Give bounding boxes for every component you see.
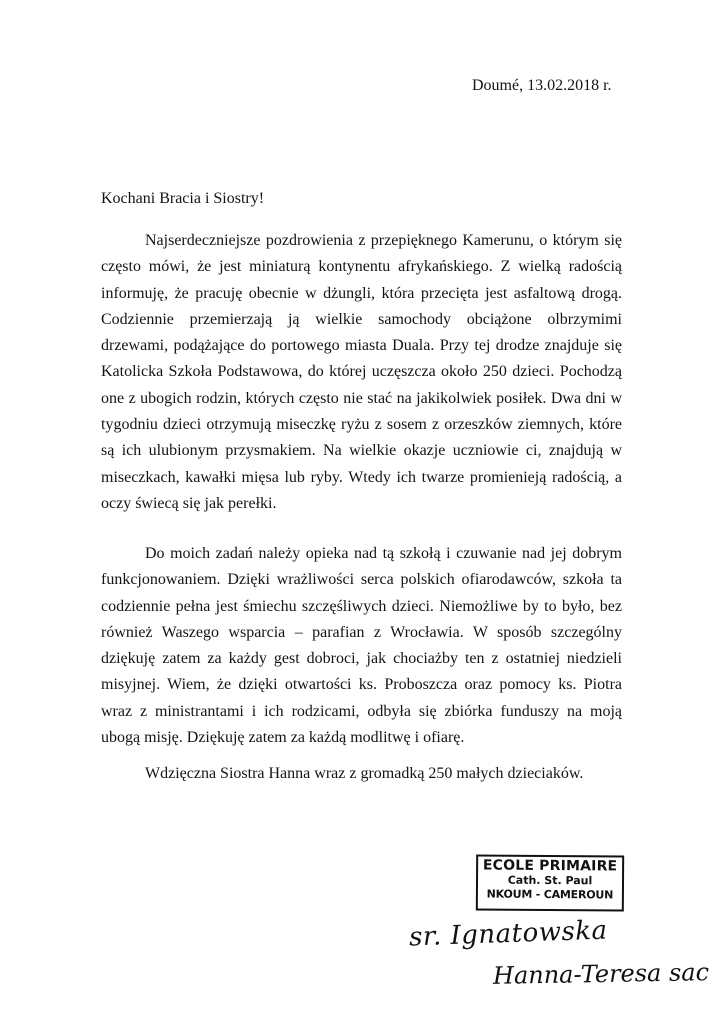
paragraph-line: ubogą misję. Dziękuję zatem za każdą modlitwę i ofiarę. bbox=[101, 729, 465, 747]
paragraph-line: są ich ulubionym przysmakiem. Na wielkie okazje uczniowie ci, znajdują w bbox=[101, 442, 622, 460]
paragraph-1 bbox=[101, 228, 622, 517]
paragraph-line: Codziennie przemierzają ją wielkie samochody obciążone olbrzymimi bbox=[101, 310, 622, 328]
paragraph-line: funkcjonowaniem. Dzięki wrażliwości serca polskich ofiarodawców, szkoła ta bbox=[101, 571, 622, 589]
paragraph-line: informuję, że pracuję obecnie w dżungli, która przecięta jest asfaltową drogą. bbox=[101, 284, 622, 302]
paragraph-line: Do moich zadań należy opieka nad tą szkołą i czuwanie nad jej dobrym bbox=[145, 545, 622, 562]
handwritten-signature bbox=[405, 912, 722, 1012]
paragraph-line: drzewami, podążające do portowego miasta Duala. Przy tej drodze znajduje się bbox=[101, 337, 622, 355]
stamp-line-parish: Cath. St. Paul bbox=[507, 873, 593, 888]
letter-greeting: Kochani Bracia i Siostry! bbox=[101, 190, 265, 207]
paragraph-line: często mówi, że jest miniaturą kontynentu afrykańskiego. Z wielką radością bbox=[101, 258, 622, 276]
letter-closing: Wdzięczna Siostra Hanna wraz z gromadką 250 małych dzieciaków. bbox=[145, 765, 584, 782]
school-stamp bbox=[476, 854, 624, 911]
signature-line-2: Hanna-Teresa sac bbox=[492, 958, 710, 990]
paragraph-line: wraz z ministrantami i ich rodzicami, odbyła się zbiórka funduszy na moją bbox=[101, 702, 622, 720]
paragraph-line: dziękuję zatem za każdy gest dobroci, jak chociażby ten z ostatniej niedzieli bbox=[101, 650, 622, 668]
letter-date: Doumé, 13.02.2018 r. bbox=[472, 77, 612, 94]
stamp-line-location: NKOUM - CAMEROUN bbox=[486, 887, 614, 902]
stamp-line-school: ECOLE PRIMAIRE bbox=[482, 857, 618, 875]
signature-line-1: sr. Ignatowska bbox=[408, 915, 609, 953]
paragraph-line: Katolicka Szkoła Podstawowa, do której uczęszcza około 250 dzieci. Pochodzą bbox=[101, 363, 622, 381]
paragraph-line: Najserdeczniejsze pozdrowienia z przepięknego Kamerunu, o którym się bbox=[145, 232, 622, 249]
paragraph-line: również Waszego wsparcia – parafian z Wrocławia. W sposób szczególny bbox=[101, 623, 622, 641]
paragraph-line: miseczkach, kawałki mięsa lub ryby. Wtedy ich twarze promienieją radością, a bbox=[101, 468, 622, 486]
paragraph-line: codziennie pełna jest śmiechu szczęśliwych dzieci. Niemożliwe by to było, bez bbox=[101, 597, 622, 615]
paragraph-line: tygodniu dzieci otrzymują miseczkę ryżu z sosem z orzeszków ziemnych, które bbox=[101, 416, 622, 434]
paragraph-line: one z ubogich rodzin, których często nie stać na jakikolwiek posiłek. Dwa dni w bbox=[101, 389, 622, 407]
paragraph-line: misyjnej. Wiem, że dzięki otwartości ks. Proboszcza oraz pomocy ks. Piotra bbox=[101, 676, 622, 694]
paragraph-2 bbox=[101, 541, 622, 751]
paragraph-line: oczy świecą się jak perełki. bbox=[101, 494, 277, 512]
